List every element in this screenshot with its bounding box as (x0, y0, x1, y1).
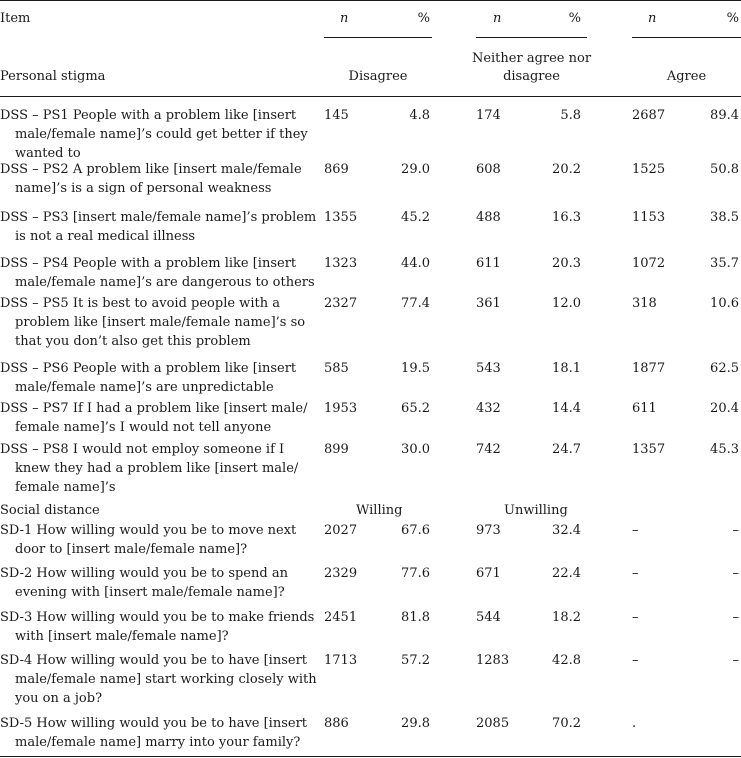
n-header-disagree: n (340, 11, 349, 26)
n-disagree-cell: 585 (324, 361, 349, 376)
item-text-line: you on a job? (15, 691, 103, 706)
pct-willing-cell: 57.2 (401, 653, 430, 668)
item-text-line: name]’s is a sign of personal weakness (15, 181, 272, 196)
pct-disagree-cell: 29.0 (401, 162, 430, 177)
n-third-cell: – (632, 566, 639, 581)
pct-willing-cell: 77.6 (401, 566, 430, 581)
pct-header-agree: % (726, 11, 739, 26)
n-agree-cell: 1153 (632, 210, 666, 225)
n-willing-cell: 2451 (324, 610, 358, 625)
n-agree-cell: 1072 (632, 256, 666, 271)
pct-unwilling-cell: 42.8 (552, 653, 581, 668)
pct-neither-cell: 20.3 (552, 256, 581, 271)
item-text-line: DSS – PS5 It is best to avoid people with a (0, 296, 280, 311)
n-agree-cell: 1357 (632, 442, 666, 457)
n-agree-cell: 1525 (632, 162, 666, 177)
n-unwilling-cell: 2085 (476, 716, 510, 731)
section-social-distance: Social distance (0, 503, 100, 518)
n-neither-cell: 543 (476, 361, 501, 376)
item-text-line: DSS – PS2 A problem like [insert male/female (0, 162, 302, 177)
pct-disagree-cell: 4.8 (409, 108, 430, 123)
pct-willing-cell: 81.8 (401, 610, 430, 625)
group-unwilling: Unwilling (504, 503, 568, 518)
item-text-line: that you don’t also get this problem (15, 334, 251, 349)
group-willing: Willing (356, 503, 403, 518)
pct-unwilling-cell: 70.2 (552, 716, 581, 731)
neither-underline (476, 37, 587, 38)
pct-disagree-cell: 65.2 (401, 401, 430, 416)
group-neither-line-2: disagree (503, 69, 560, 84)
pct-unwilling-cell: 22.4 (552, 566, 581, 581)
item-text-line: evening with [insert male/female name]? (15, 585, 285, 600)
item-text-line: male/female name]’s are dangerous to others (15, 275, 315, 290)
item-text-line: SD-1 How willing would you be to move next (0, 523, 297, 538)
n-unwilling-cell: 973 (476, 523, 501, 538)
n-disagree-cell: 1355 (324, 210, 358, 225)
pct-third-cell: – (732, 653, 739, 668)
group-agree: Agree (666, 69, 707, 84)
pct-header-disagree: % (417, 11, 430, 26)
top-rule (0, 0, 741, 1)
item-text-line: female name]’s (15, 480, 116, 495)
item-text-line: male/female name]’s could get better if they (15, 127, 308, 142)
n-disagree-cell: 1323 (324, 256, 358, 271)
pct-agree-cell: 45.3 (710, 442, 739, 457)
n-disagree-cell: 145 (324, 108, 349, 123)
agree-underline (632, 37, 741, 38)
n-third-cell: – (632, 610, 639, 625)
n-disagree-cell: 899 (324, 442, 349, 457)
item-text-line: SD-2 How willing would you be to spend an (0, 566, 288, 581)
n-willing-cell: 886 (324, 716, 349, 731)
pct-unwilling-cell: 18.2 (552, 610, 581, 625)
pct-disagree-cell: 30.0 (401, 442, 430, 457)
pct-neither-cell: 14.4 (552, 401, 581, 416)
item-text-line: DSS – PS3 [insert male/female name]’s problem (0, 210, 317, 225)
n-agree-cell: 2687 (632, 108, 666, 123)
item-text-line: door to [insert male/female name]? (15, 542, 248, 557)
pct-neither-cell: 5.8 (560, 108, 581, 123)
item-text-line: wanted to (15, 146, 81, 161)
pct-header-neither: % (568, 11, 581, 26)
item-text-line: SD-3 How willing would you be to make friends (0, 610, 315, 625)
n-willing-cell: 2027 (324, 523, 358, 538)
item-text-line: female name]’s I would not tell anyone (15, 420, 272, 435)
n-neither-cell: 742 (476, 442, 501, 457)
n-third-cell: . (632, 716, 637, 731)
item-text-line: SD-4 How willing would you be to have [insert (0, 653, 308, 668)
item-column-header: Item (0, 11, 31, 26)
pct-disagree-cell: 45.2 (401, 210, 430, 225)
n-neither-cell: 608 (476, 162, 501, 177)
item-text-line: is not a real medical illness (15, 229, 196, 244)
item-text-line: DSS – PS4 People with a problem like [insert (0, 256, 297, 271)
pct-disagree-cell: 19.5 (401, 361, 430, 376)
n-disagree-cell: 1953 (324, 401, 358, 416)
pct-agree-cell: 38.5 (710, 210, 739, 225)
n-disagree-cell: 869 (324, 162, 349, 177)
pct-willing-cell: 29.8 (401, 716, 430, 731)
n-neither-cell: 174 (476, 108, 501, 123)
group-neither-line-1: Neither agree nor (471, 51, 592, 66)
n-neither-cell: 361 (476, 296, 501, 311)
n-unwilling-cell: 1283 (476, 653, 510, 668)
n-disagree-cell: 2327 (324, 296, 358, 311)
item-text-line: male/female name] marry into your family? (15, 735, 301, 750)
item-text-line: DSS – PS8 I would not employ someone if I (0, 442, 285, 457)
pct-neither-cell: 20.2 (552, 162, 581, 177)
pct-neither-cell: 18.1 (552, 361, 581, 376)
pct-third-cell: – (732, 566, 739, 581)
n-unwilling-cell: 671 (476, 566, 501, 581)
n-agree-cell: 1877 (632, 361, 666, 376)
n-willing-cell: 1713 (324, 653, 358, 668)
n-willing-cell: 2329 (324, 566, 358, 581)
item-text-line: male/female name]’s are unpredictable (15, 380, 274, 395)
pct-agree-cell: 10.6 (710, 296, 739, 311)
item-text-line: DSS – PS7 If I had a problem like [insert male/ (0, 401, 308, 416)
n-agree-cell: 611 (632, 401, 657, 416)
n-header-neither: n (493, 11, 502, 26)
n-neither-cell: 432 (476, 401, 501, 416)
pct-willing-cell: 67.6 (401, 523, 430, 538)
pct-agree-cell: 20.4 (710, 401, 739, 416)
pct-agree-cell: 35.7 (710, 256, 739, 271)
pct-neither-cell: 12.0 (552, 296, 581, 311)
pct-disagree-cell: 77.4 (401, 296, 430, 311)
item-text-line: SD-5 How willing would you be to have [insert (0, 716, 308, 731)
pct-neither-cell: 16.3 (552, 210, 581, 225)
pct-agree-cell: 50.8 (710, 162, 739, 177)
item-text-line: problem like [insert male/female name]’s so (15, 315, 306, 330)
pct-agree-cell: 62.5 (710, 361, 739, 376)
item-text-line: DSS – PS1 People with a problem like [insert (0, 108, 297, 123)
n-third-cell: – (632, 653, 639, 668)
header-bottom-rule (0, 96, 741, 97)
pct-third-cell: – (732, 610, 739, 625)
pct-third-cell: – (732, 523, 739, 538)
pct-agree-cell: 89.4 (710, 108, 739, 123)
item-text-line: knew they had a problem like [insert male/ (15, 461, 299, 476)
n-agree-cell: 318 (632, 296, 657, 311)
disagree-underline (324, 37, 432, 38)
n-unwilling-cell: 544 (476, 610, 501, 625)
pct-disagree-cell: 44.0 (401, 256, 430, 271)
n-third-cell: – (632, 523, 639, 538)
n-header-agree: n (648, 11, 657, 26)
item-text-line: DSS – PS6 People with a problem like [insert (0, 361, 297, 376)
item-text-line: with [insert male/female name]? (15, 629, 229, 644)
pct-neither-cell: 24.7 (552, 442, 581, 457)
group-disagree: Disagree (348, 69, 408, 84)
n-neither-cell: 611 (476, 256, 501, 271)
section-personal-stigma: Personal stigma (0, 69, 106, 84)
n-neither-cell: 488 (476, 210, 501, 225)
bottom-rule (0, 756, 741, 757)
pct-unwilling-cell: 32.4 (552, 523, 581, 538)
item-text-line: male/female name] start working closely with (15, 672, 317, 687)
